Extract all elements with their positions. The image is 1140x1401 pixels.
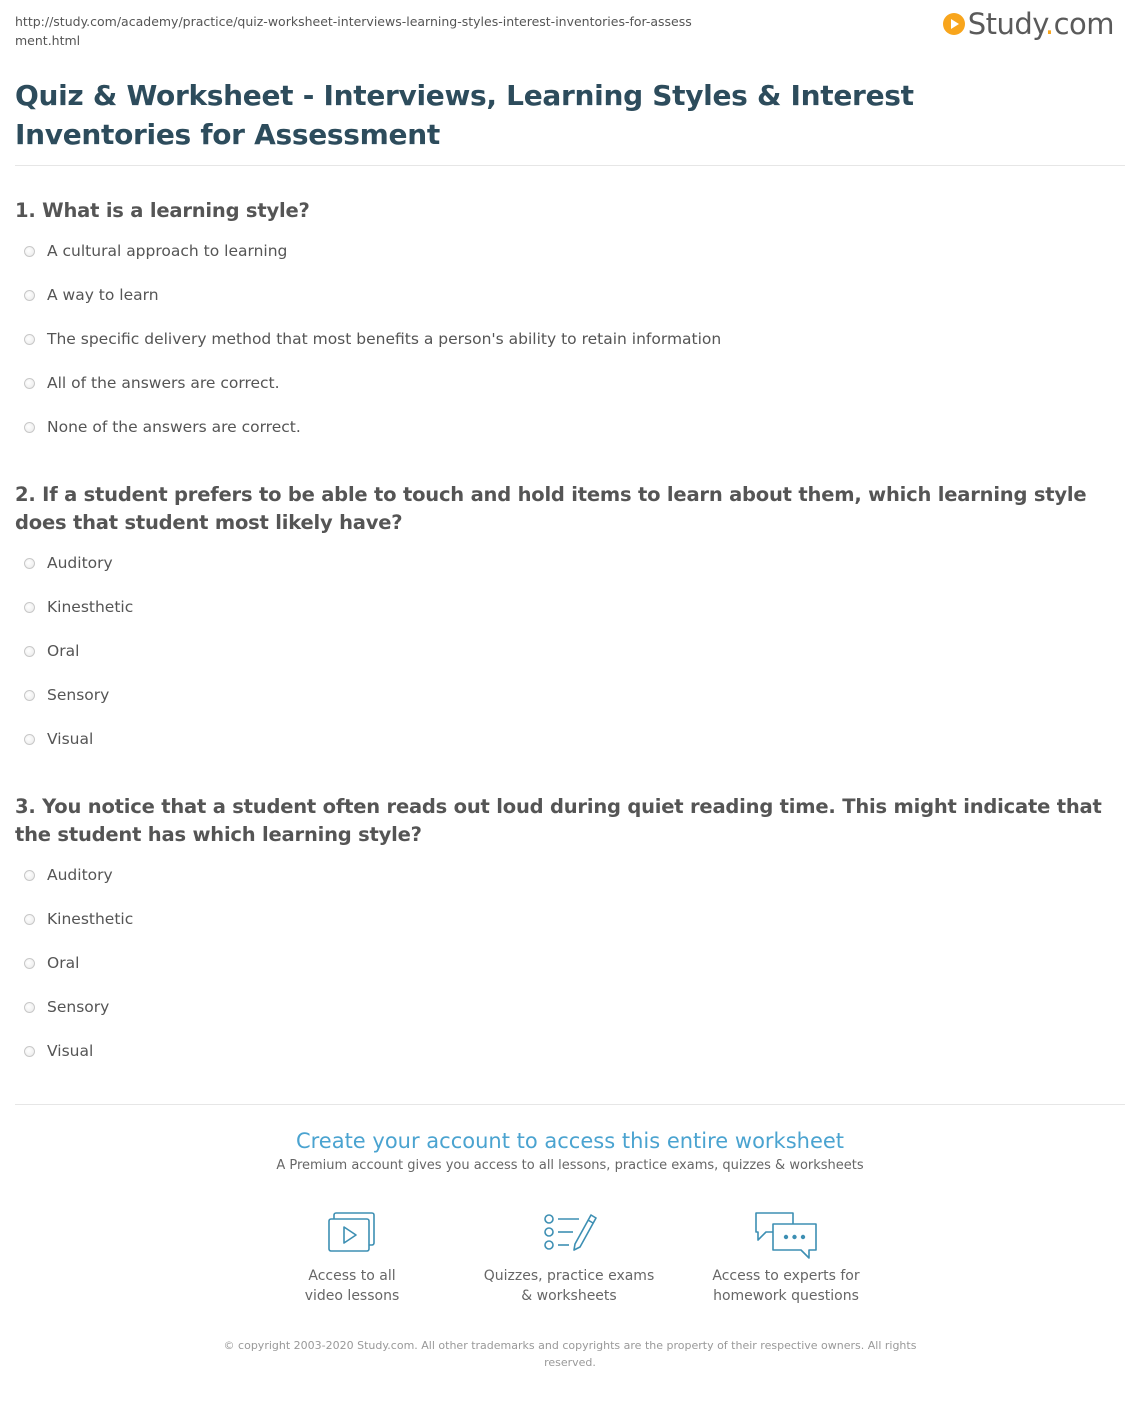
- radio-button[interactable]: [24, 1046, 35, 1057]
- logo-name: Study: [967, 7, 1045, 41]
- answer-option[interactable]: [15, 640, 1130, 684]
- answer-option[interactable]: [15, 552, 1130, 596]
- page-url: http://study.com/academy/practice/quiz-worksheet-interviews-learning-styles-interest-inventories-for-assessment.html: [15, 14, 692, 48]
- question-3: [15, 793, 1130, 1084]
- answer-label: Oral: [47, 954, 80, 972]
- answer-option[interactable]: [15, 416, 1130, 460]
- feature-quizzes: [469, 1210, 669, 1306]
- footer-divider: [15, 1104, 1125, 1105]
- radio-button[interactable]: [24, 958, 35, 969]
- answer-option[interactable]: [15, 684, 1130, 728]
- feature-label-line: & worksheets: [521, 1288, 617, 1304]
- answer-label: Auditory: [47, 554, 113, 572]
- title-divider: [15, 165, 1125, 166]
- radio-button[interactable]: [24, 870, 35, 881]
- answer-label: Visual: [47, 1042, 94, 1060]
- logo-tld: com: [1053, 7, 1114, 41]
- study-logo[interactable]: [943, 6, 1114, 42]
- play-logo-icon: [943, 13, 965, 35]
- answer-option[interactable]: [15, 240, 1130, 284]
- radio-button[interactable]: [24, 734, 35, 745]
- feature-label-line: Quizzes, practice exams: [483, 1268, 655, 1284]
- answer-option[interactable]: [15, 908, 1130, 952]
- radio-button[interactable]: [24, 558, 35, 569]
- radio-button[interactable]: [24, 246, 35, 257]
- radio-button[interactable]: [24, 914, 35, 925]
- quiz-checklist-icon: [541, 1210, 597, 1256]
- question-text: 2. If a student prefers to be able to touch and hold items to learn about them, which learning style does that student most likely have?: [15, 483, 1087, 534]
- answer-options: [15, 864, 1130, 1084]
- feature-label-line: Access to experts for: [712, 1268, 860, 1284]
- question-2: [15, 481, 1130, 772]
- answer-option[interactable]: [15, 596, 1130, 640]
- answer-option[interactable]: [15, 328, 1130, 372]
- answer-label: None of the answers are correct.: [47, 418, 301, 436]
- question-text: 1. What is a learning style?: [15, 199, 310, 222]
- radio-button[interactable]: [24, 602, 35, 613]
- radio-button[interactable]: [24, 1002, 35, 1013]
- radio-button[interactable]: [24, 422, 35, 433]
- feature-label-line: homework questions: [713, 1288, 859, 1304]
- answer-label: Oral: [47, 642, 80, 660]
- page-title: Quiz & Worksheet - Interviews, Learning Styles & Interest Inventories for Assessment: [15, 79, 914, 151]
- radio-button[interactable]: [24, 290, 35, 301]
- radio-button[interactable]: [24, 378, 35, 389]
- answer-options: [15, 552, 1130, 772]
- feature-label-line: Access to all: [308, 1268, 396, 1284]
- radio-button[interactable]: [24, 690, 35, 701]
- answer-option[interactable]: [15, 864, 1130, 908]
- radio-button[interactable]: [24, 646, 35, 657]
- answer-label: Auditory: [47, 866, 113, 884]
- answer-label: Kinesthetic: [47, 910, 134, 928]
- answer-label: Visual: [47, 730, 94, 748]
- answer-label: All of the answers are correct.: [47, 374, 280, 392]
- cta-subtitle: A Premium account gives you access to all lessons, practice exams, quizzes & worksheets: [276, 1158, 864, 1173]
- answer-option[interactable]: [15, 996, 1130, 1040]
- answer-label: A cultural approach to learning: [47, 242, 288, 260]
- answer-label: Sensory: [47, 686, 110, 704]
- answer-option[interactable]: [15, 372, 1130, 416]
- chat-bubbles-icon: [753, 1210, 819, 1260]
- signup-cta: [0, 1127, 1140, 1176]
- answer-options: [15, 240, 1130, 460]
- radio-button[interactable]: [24, 334, 35, 345]
- video-lesson-icon: [326, 1210, 378, 1256]
- feature-video-lessons: [252, 1210, 452, 1306]
- logo-dot: .: [1044, 7, 1054, 41]
- feature-experts: [686, 1210, 886, 1306]
- answer-label: Sensory: [47, 998, 110, 1016]
- answer-option[interactable]: [15, 1040, 1130, 1084]
- answer-option[interactable]: [15, 728, 1130, 772]
- cta-title-link[interactable]: Create your account to access this entire worksheet: [295, 1129, 845, 1153]
- question-text: 3. You notice that a student often reads out loud during quiet reading time. This might indicate that the student has which learning style?: [15, 795, 1102, 846]
- answer-label: Kinesthetic: [47, 598, 134, 616]
- feature-label-line: video lessons: [304, 1288, 400, 1304]
- copyright-notice: © copyright 2003-2020 Study.com. All other trademarks and copyrights are the property of their respective owners. All rights reserved.: [223, 1339, 917, 1369]
- answer-label: The specific delivery method that most benefits a person's ability to retain information: [47, 330, 722, 348]
- answer-option[interactable]: [15, 952, 1130, 996]
- answer-option[interactable]: [15, 284, 1130, 328]
- answer-label: A way to learn: [47, 286, 159, 304]
- question-1: [15, 197, 1130, 460]
